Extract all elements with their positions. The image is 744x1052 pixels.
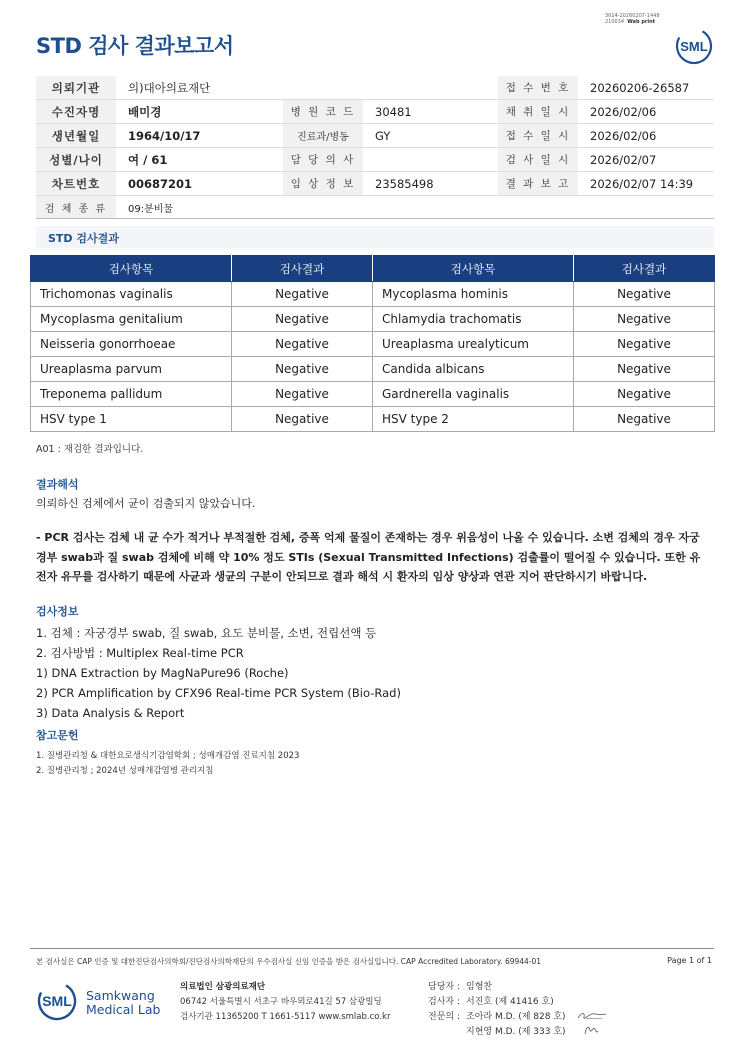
test-result: Negative — [232, 332, 373, 357]
test-result: Negative — [232, 307, 373, 332]
test-item: Candida albicans — [373, 357, 574, 382]
specimen-row — [36, 196, 714, 219]
test-result: Negative — [574, 382, 715, 407]
test-item: Neisseria gonorrhoeae — [31, 332, 232, 357]
info-label: 임 상 정 보 — [283, 172, 363, 196]
info-value: 1964/10/17 — [116, 124, 283, 148]
brand-name: Samkwang Medical Lab — [86, 988, 161, 1017]
specimen-value: 09:분비물 — [116, 196, 714, 219]
test-item: Ureaplasma parvum — [31, 357, 232, 382]
test-item: Mycoplasma genitalium — [31, 307, 232, 332]
info-value: 의)대아의료재단 — [116, 76, 283, 100]
list-item: 1. 질병관리청 & 대한요로생식기감염학회 ; 성매개감염 진료지침 2023 — [36, 751, 300, 761]
foundation-name: 의료법인 삼광의료재단 — [180, 982, 266, 992]
column-header-result: 검사결과 — [232, 256, 373, 282]
test-result: Negative — [232, 357, 373, 382]
list-item: 3) Data Analysis & Report — [36, 706, 185, 720]
sml-logo — [36, 980, 78, 1022]
results-section-title: STD 검사결과 — [48, 232, 119, 245]
staff-list — [428, 980, 566, 1040]
signature-mark — [582, 1023, 600, 1037]
info-label: 검 사 일 시 — [498, 148, 578, 172]
test-result: Negative — [232, 282, 373, 307]
interpretation-title: 결과해석 — [36, 478, 79, 491]
info-row — [36, 124, 714, 148]
page-number: Page 1 of 1 — [667, 956, 712, 965]
footer-divider — [30, 948, 714, 949]
foundation-info — [180, 980, 390, 1025]
foundation-contact: 검사기관 11365200 T 1661-5117 www.smlab.co.kr — [180, 1012, 391, 1022]
interpretation-summary: 의뢰하신 검체에서 균이 검출되지 않았습니다. — [36, 497, 256, 510]
test-result: Negative — [574, 357, 715, 382]
info-label — [283, 76, 363, 100]
references-list — [36, 749, 299, 779]
foundation-address: 06742 서울특별시 서초구 바우뫼로41길 57 삼광빌딩 — [180, 997, 382, 1007]
info-label: 결 과 보 고 — [498, 172, 578, 196]
list-item: 1. 검체 : 자궁경부 swab, 질 swab, 요도 분비물, 소변, 전립선액 등 — [36, 626, 377, 640]
svg-text:SML: SML — [680, 39, 708, 54]
info-label: 차트번호 — [36, 172, 116, 196]
info-value: 배미경 — [116, 100, 283, 124]
info-row — [36, 76, 714, 100]
list-item: 2. 질병관리청 ; 2024년 성매개감염병 관리지침 — [36, 766, 214, 776]
test-item: Chlamydia trachomatis — [373, 307, 574, 332]
std-results-table — [30, 255, 715, 432]
info-row — [36, 148, 714, 172]
info-value — [363, 76, 498, 100]
info-value: 30481 — [363, 100, 498, 124]
test-item: Gardnerella vaginalis — [373, 382, 574, 407]
test-info-list — [36, 623, 401, 723]
info-value: 20260206-26587 — [578, 76, 714, 100]
column-header-test-item: 검사항목 — [373, 256, 574, 282]
test-result: Negative — [574, 407, 715, 432]
info-value: 23585498 — [363, 172, 498, 196]
info-value: 여 / 61 — [116, 148, 283, 172]
test-result: Negative — [232, 407, 373, 432]
info-value: 2026/02/06 — [578, 100, 714, 124]
info-label: 병 원 코 드 — [283, 100, 363, 124]
info-value — [363, 148, 498, 172]
info-value: 2026/02/07 — [578, 148, 714, 172]
info-value: 2026/02/07 14:39 — [578, 172, 714, 196]
info-row — [36, 100, 714, 124]
test-item: HSV type 2 — [373, 407, 574, 432]
page-title: STD 검사 결과보고서 — [36, 34, 234, 58]
info-label: 접 수 번 호 — [498, 76, 578, 100]
interpretation-detail: - PCR 검사는 검체 내 균 수가 적거나 부적절한 검체, 증폭 억제 물질이 존재하는 경우 위음성이 나올 수 있습니다. 소변 검체의 경우 자궁경부 swab과 질 swab 검체에 비해 약 10% 정도 STIs (Sexual Transmitted Infections) 검출률이 떨어질 수 있습니다. 또한 유전자 유무를 검사하기 때문에 사균과 생균의 구분이 안되므로 결과 해석 시 환자의 임상 양상과 연관 지어 판단하시기 바랍니다. — [36, 531, 701, 583]
test-result: Negative — [574, 332, 715, 357]
table-row — [31, 307, 715, 332]
test-info-title: 검사정보 — [36, 605, 79, 618]
list-item: 2) PCR Amplification by CFX96 Real-time PCR System (Bio-Rad) — [36, 686, 401, 700]
retest-note: A01 : 재검한 결과입니다. — [36, 444, 144, 455]
references-title: 참고문헌 — [36, 729, 79, 742]
signature-mark — [576, 1009, 608, 1023]
document-code: 3014-20260207-1448 210034 Web print — [605, 13, 660, 25]
staff-row: 전문의 : 조아라 M.D. (제 828 호) — [428, 1012, 566, 1022]
info-label: 진료과/병동 — [283, 124, 363, 148]
table-row — [31, 382, 715, 407]
results-header-row — [31, 256, 715, 282]
sml-logo — [674, 26, 714, 66]
table-row — [31, 282, 715, 307]
list-item: 2. 검사방법 : Multiplex Real-time PCR — [36, 646, 244, 660]
test-result: Negative — [574, 307, 715, 332]
info-value: GY — [363, 124, 498, 148]
info-row — [36, 172, 714, 196]
staff-row: 담당자 : 임형찬 — [428, 982, 493, 992]
info-label: 의뢰기관 — [36, 76, 116, 100]
accreditation-note: 본 검사실은 CAP 인증 및 대한진단검사의학회/진단검사의학재단의 우수검사실 신임 인증을 받은 검사실입니다. CAP Accredited Laboratory. 69944-01 — [36, 957, 542, 966]
list-item: 1) DNA Extraction by MagNaPure96 (Roche) — [36, 666, 289, 680]
test-result: Negative — [574, 282, 715, 307]
staff-row: 지현영 M.D. (제 333 호) — [466, 1027, 566, 1037]
patient-info-table — [36, 76, 714, 219]
info-label: 성별/나이 — [36, 148, 116, 172]
svg-text:SML: SML — [42, 993, 72, 1009]
test-item: HSV type 1 — [31, 407, 232, 432]
table-row — [31, 332, 715, 357]
info-value: 2026/02/06 — [578, 124, 714, 148]
column-header-result: 검사결과 — [574, 256, 715, 282]
table-row — [31, 357, 715, 382]
info-label: 담 당 의 사 — [283, 148, 363, 172]
info-label: 수진자명 — [36, 100, 116, 124]
test-result: Negative — [232, 382, 373, 407]
info-label: 접 수 일 시 — [498, 124, 578, 148]
column-header-test-item: 검사항목 — [31, 256, 232, 282]
test-item: Trichomonas vaginalis — [31, 282, 232, 307]
info-label: 생년월일 — [36, 124, 116, 148]
test-item: Ureaplasma urealyticum — [373, 332, 574, 357]
test-item: Treponema pallidum — [31, 382, 232, 407]
info-value: 00687201 — [116, 172, 283, 196]
test-item: Mycoplasma hominis — [373, 282, 574, 307]
info-label: 채 취 일 시 — [498, 100, 578, 124]
specimen-label: 검 체 종 류 — [36, 196, 116, 219]
table-row — [31, 407, 715, 432]
results-section-header — [36, 226, 714, 248]
staff-row: 검사자 : 서진호 (제 41416 호) — [428, 997, 554, 1007]
